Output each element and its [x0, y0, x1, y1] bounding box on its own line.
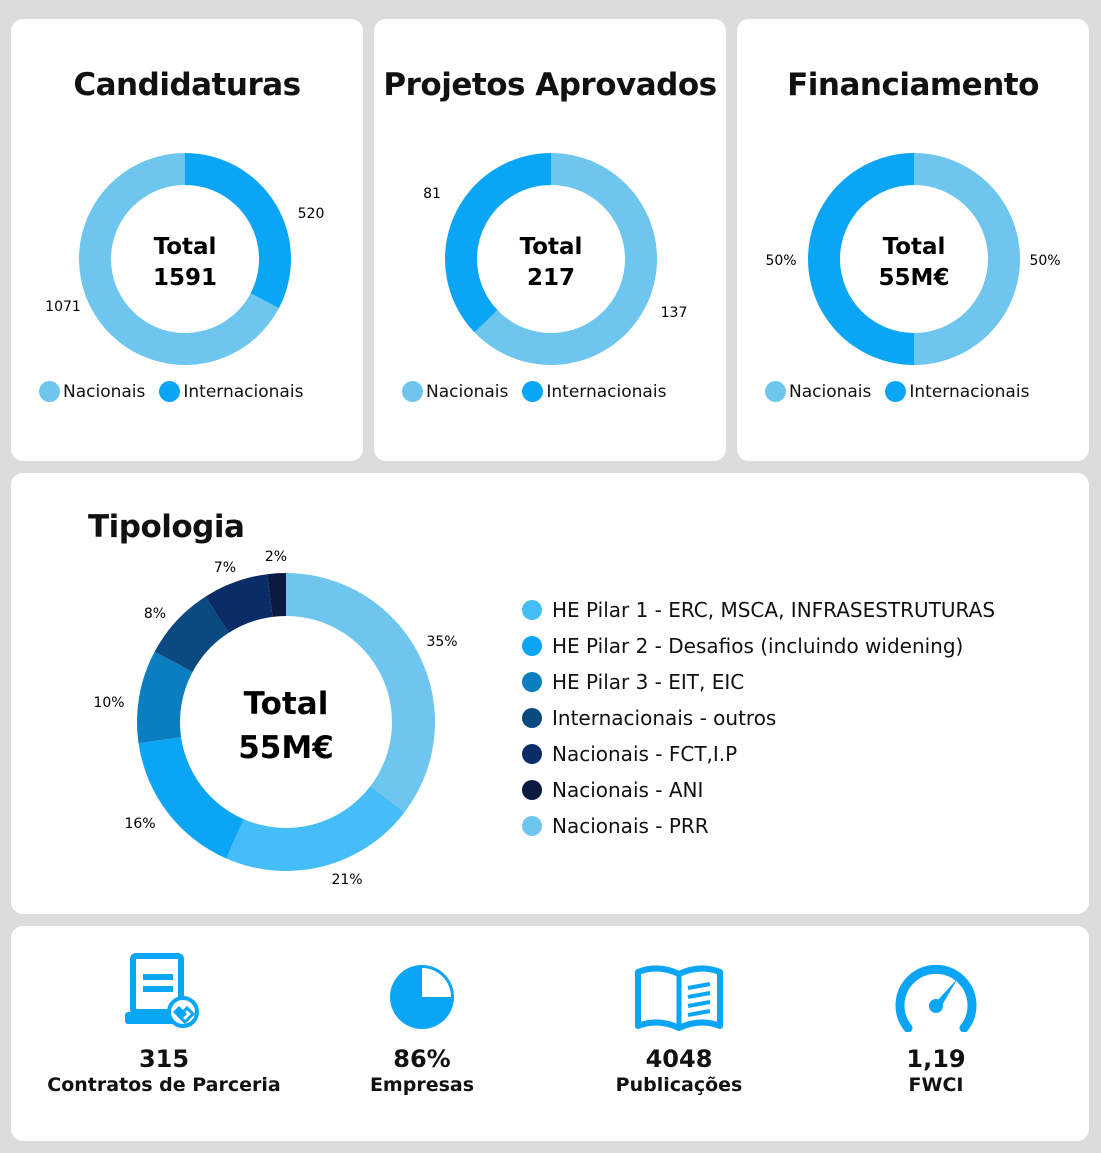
- legend-item-pilar3: HE Pilar 3 - EIT, EIC: [522, 664, 995, 700]
- stat-label: FWCI: [908, 1074, 964, 1096]
- stat-value: 1,19: [906, 1045, 966, 1073]
- stat-value: 86%: [393, 1045, 451, 1073]
- candidaturas-card: [11, 19, 363, 461]
- legend-item-prr: Nacionais - PRR: [522, 808, 995, 844]
- slice-label-fct: 7%: [213, 560, 237, 576]
- donut-slice-he-pilar-2-desafios-incluindo-widening: [139, 737, 244, 858]
- legend-dot: [522, 636, 542, 656]
- legend-dot: [522, 744, 542, 764]
- tipologia-title: Tipologia: [88, 509, 245, 545]
- stat-label: Publicações: [615, 1074, 743, 1096]
- contract-handshake-icon: [34, 952, 294, 1032]
- stat-fwci: [806, 952, 1066, 1098]
- legend-dot-internacionais: [522, 381, 543, 402]
- center-value: 217: [526, 265, 576, 291]
- slice-label-internacionais: 50%: [765, 253, 797, 269]
- projetos-card: [374, 19, 726, 461]
- projetos-title: Projetos Aprovados: [383, 67, 717, 103]
- center-value: 55M€: [878, 265, 950, 291]
- financiamento-donut: [737, 99, 1089, 419]
- projetos-donut: [374, 99, 726, 419]
- tipologia-legend: [522, 592, 995, 844]
- slice-label-ani: 2%: [264, 549, 288, 565]
- financiamento-legend: [765, 381, 1043, 402]
- financiamento-title: Financiamento: [787, 67, 1039, 103]
- slice-label-pilar2: 16%: [124, 816, 156, 832]
- legend-item-nacionais: Nacionais: [765, 381, 871, 402]
- legend-dot: [522, 816, 542, 836]
- slice-label-nacionais: 137: [660, 305, 688, 321]
- legend-dot: [522, 600, 542, 620]
- stat-publicacoes: [549, 952, 809, 1098]
- legend-dot: [522, 672, 542, 692]
- legend-item-internacionais-outros: Internacionais - outros: [522, 700, 995, 736]
- legend-item-internacionais: Internacionais: [159, 381, 303, 402]
- stat-label: Empresas: [369, 1074, 475, 1096]
- tipologia-donut: [36, 540, 536, 900]
- legend-dot-internacionais: [885, 381, 906, 402]
- candidaturas-title: Candidaturas: [73, 67, 301, 103]
- legend-item-internacionais: Internacionais: [885, 381, 1029, 402]
- speedometer-icon: [806, 952, 1066, 1032]
- center-label: Total: [519, 234, 583, 260]
- legend-item-fct: Nacionais - FCT,I.P: [522, 736, 995, 772]
- stat-label: Contratos de Parceria: [47, 1074, 281, 1096]
- projetos-legend: [402, 381, 680, 402]
- legend-item-pilar1: HE Pilar 1 - ERC, MSCA, INFRASESTRUTURAS: [522, 592, 995, 628]
- slice-label-pilar1: 21%: [331, 872, 363, 888]
- legend-dot-nacionais: [39, 381, 60, 402]
- pie-chart-icon: [292, 952, 552, 1032]
- slice-label-nacionais: 50%: [1029, 253, 1061, 269]
- center-value: 1591: [152, 265, 218, 291]
- legend-item-nacionais: Nacionais: [39, 381, 145, 402]
- slice-label-prr: 35%: [426, 634, 458, 650]
- slice-label-internacionais-outros: 8%: [143, 606, 167, 622]
- legend-dot: [522, 708, 542, 728]
- slice-label-internacionais: 520: [297, 206, 325, 222]
- legend-item-ani: Nacionais - ANI: [522, 772, 995, 808]
- legend-item-nacionais: Nacionais: [402, 381, 508, 402]
- legend-item-internacionais: Internacionais: [522, 381, 666, 402]
- legend-item-pilar2: HE Pilar 2 - Desafios (incluindo widening): [522, 628, 995, 664]
- center-value: 55M€: [238, 730, 334, 766]
- stat-contratos: [34, 952, 294, 1098]
- open-book-icon: [549, 952, 809, 1032]
- legend-dot-internacionais: [159, 381, 180, 402]
- center-label: Total: [243, 686, 329, 722]
- slice-label-internacionais: 81: [423, 186, 441, 202]
- stat-value: 4048: [645, 1045, 713, 1073]
- financiamento-card: [737, 19, 1089, 461]
- legend-dot-nacionais: [402, 381, 423, 402]
- stat-value: 315: [138, 1045, 190, 1073]
- center-label: Total: [882, 234, 946, 260]
- slice-label-nacionais: 1071: [45, 299, 81, 315]
- donut-slice-he-pilar-1-erc-msca-infrasestruturas: [226, 786, 404, 871]
- stat-empresas: [292, 952, 552, 1098]
- center-label: Total: [153, 234, 217, 260]
- slice-label-pilar3: 10%: [93, 695, 125, 711]
- legend-dot-nacionais: [765, 381, 786, 402]
- candidaturas-legend: [39, 381, 317, 402]
- candidaturas-donut: [11, 99, 363, 419]
- legend-dot: [522, 780, 542, 800]
